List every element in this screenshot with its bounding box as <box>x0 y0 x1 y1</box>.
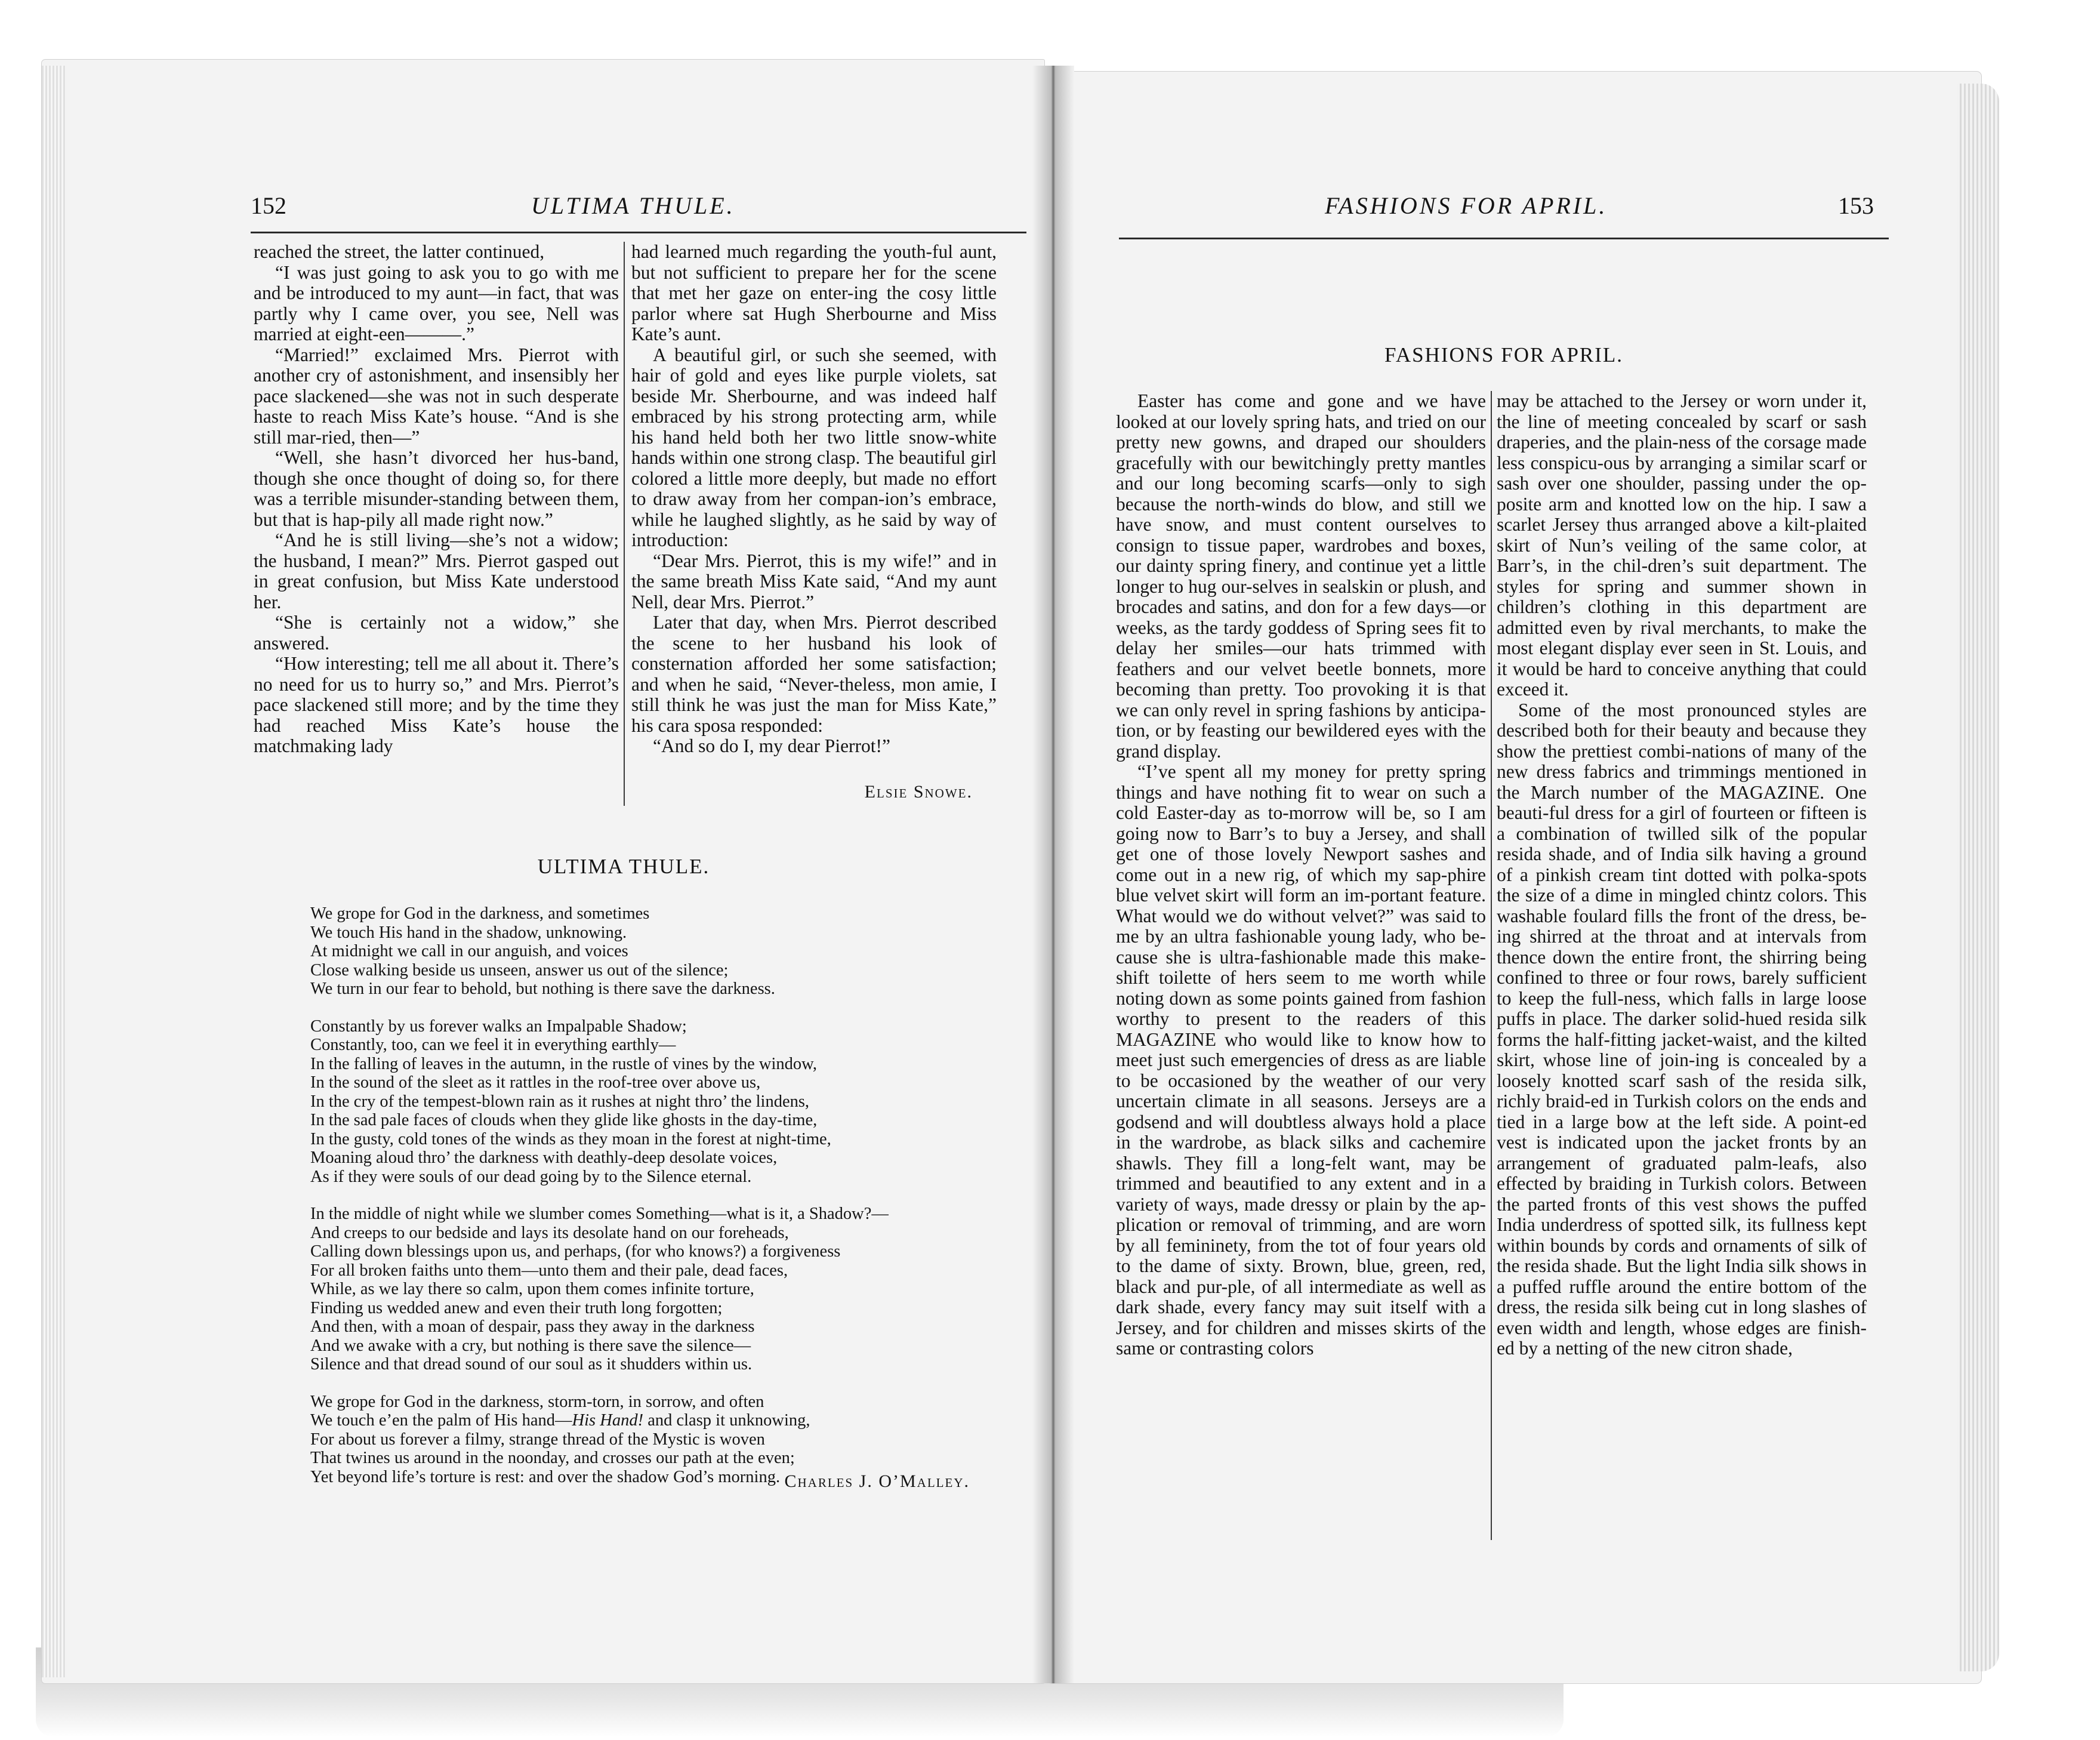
column-divider-left <box>624 242 625 806</box>
poem-line: Constantly by us forever walks an Impalpable Shadow; <box>310 1017 687 1036</box>
poem-line: In the sad pale faces of clouds when they glide like ghosts in the day-time, <box>310 1111 818 1129</box>
poem-line: We turn in our fear to behold, but nothing is there save the darkness. <box>310 980 775 998</box>
paragraph: A beautiful girl, or such she seemed, with hair of gold and eyes like purple violets, sat beside Mr. Sherbourne, and was indeed half embraced by his strong protecting arm, while his hand held both her two little snow-white hands within one strong clasp. The beautiful girl colored a little more deeply, but made no effort to draw away from her compan-ion’s embrace, while he laughed slightly, as he said by way of introduction: <box>631 344 997 550</box>
poem-line: In the middle of night while we slumber comes Something—what is it, a Shadow?— <box>310 1205 889 1223</box>
poem-body <box>310 904 985 1505</box>
article-title: FASHIONS FOR APRIL. <box>1384 343 1624 367</box>
right-page-number: 153 <box>1838 192 1874 219</box>
poem-title: ULTIMA THULE. <box>537 855 710 878</box>
story-column-1 <box>254 242 619 809</box>
paragraph: “I’ve spent all my money for pretty spring things and have nothing fit to wear on such a cold Easter-day as to-morrow will be, so I am going now to Barr’s to buy a Jersey, and shall get one of those lovely Newport sashes and come out in a new rig, of which my sap-phire blue velvet skirt will form an im-portant feature. What would we do without velvet?” was said to me by an ultra fashionable young lady, who be-cause she is ultra-fashionable made this make-shift toilette of hers seem to me worth while noting down as some points gained from fashion worthy to present to the readers of this MAGAZINE who would like to know how to meet just such emergencies of dress as are liable to be occasioned by the weather of our very uncertain climate in all seasons. Jerseys are a godsend and will doubtless always hold a place in the wardrobe, as black silks and cachemire shawls. They fill a long-felt want, may be trimmed and beautified to any extent and in a variety of ways, made dressy or plain by the ap-plication or removal of trimming, and are worn by all femininety, from the tot of four years old to the dame of sixty. Brown, blue, green, red, black and pur-ple, of all intermediate as well as dark shade, every fancy may suit itself with a Jersey, and for children and misses skirts of the same or contrasting colors <box>1116 761 1486 1359</box>
left-head-rule <box>251 232 1026 233</box>
paragraph: “Dear Mrs. Pierrot, this is my wife!” and in the same breath Miss Kate said, “And my aunt Nell, dear Mrs. Pierrot.” <box>631 550 997 612</box>
poem-line: In the falling of leaves in the autumn, in the rustle of vines by the window, <box>310 1054 818 1073</box>
poem-line: For all broken faiths unto them—unto them and their pale, dead faces, <box>310 1261 788 1280</box>
paragraph: “And so do I, my dear Pierrot!” <box>653 735 891 756</box>
poem-line: Constantly, too, can we feel it in everything earthly— <box>310 1036 676 1054</box>
poem-line: Finding us wedded anew and even their truth long forgotten; <box>310 1298 723 1317</box>
right-head-rule <box>1119 238 1889 239</box>
article-column-1 <box>1116 391 1486 1540</box>
poem-italic-phrase: His Hand! <box>572 1411 644 1430</box>
left-page-edges <box>42 66 66 1677</box>
left-running-head <box>251 188 1032 224</box>
poem-line: Calling down blessings upon us, and perhaps, (for who knows?) a forgiveness <box>310 1242 841 1261</box>
poem-line: And we awake with a cry, but nothing is there save the silence— <box>310 1336 751 1355</box>
poem-line: In the cry of the tempest-blown rain as it rushes at night thro’ the lindens, <box>310 1092 810 1111</box>
story-signature: Elsie Snowe. <box>864 782 973 802</box>
poem-line: Silence and that dread sound of our soul as it shudders within us. <box>310 1355 753 1373</box>
poem-line: In the gusty, cold tones of the winds as they moan in the forest at night-time, <box>310 1129 831 1148</box>
paragraph: may be attached to the Jersey or worn under it, the line of meeting concealed by scarf or sash draperies, and the plain-ness of the corsage made less conspicu-ous by arranging a similar scarf or sash over one shoulder, passing under the op-posite arm and knotted low on the hip. I saw a scarlet Jersey thus arranged above a kilt-plaited skirt of Nun’s veiling of the same color, at Barr’s, in the chil-dren’s suit department. The styles for spring and summer shown in children’s clothing in this department are admitted even by rival merchants, to make the most elegant display ever seen in St. Louis, and it would be hard to conceive anything that could exceed it. <box>1497 391 1867 700</box>
poem-line: In the sound of the sleet as it rattles in the roof-tree over above us, <box>310 1073 761 1092</box>
paragraph: “Married!” exclaimed Mrs. Pierrot with another cry of astonishment, and insensibly her pace slackened—she was not in such desperate haste to reach Miss Kate’s house. “And is she still mar-ried, then—” <box>254 344 619 448</box>
story-column-2 <box>631 242 997 779</box>
right-page-edges <box>1957 84 1999 1671</box>
poem-line: We grope for God in the darkness, and sometimes <box>310 904 650 923</box>
paragraph: Some of the most pronounced styles are described both for their beauty and because they show the prettiest combi-nations of many of the new dress fabrics and trimmings mentioned in the March number of the MAGAZINE. One beauti-ful dress for a girl of fourteen or fifteen is a combination of twilled silk of the popular resida shade, and of India silk having a ground of a pinkish cream tint dotted with polka-spots the size of a dime in mingled chintz colors. This washable foulard fills the front of the dress, be-ing shirred at the throat and at intervals from thence down the entire front, the shirring being confined to three or four rows, barely sufficient to keep the full-ness, which falls in large loose puffs in place. The darker solid-hued resida silk forms the half-fitting jacket-waist, and the kilted skirt, whose line of join-ing is concealed by a loosely knotted scarf sash of the resida silk, richly braid-ed in Turkish colors on the ends and tied in a large bow at the left side. A point-ed vest is indicated upon the jacket fronts by an arrangement of graduated palm-leafs, also effected by braiding in Turkish colors. Between the parted fronts of this vest shows the puffed India underdress of spotted silk, its fullness kept within bounds by cords and ornaments of silk of the resida shade. But the light India silk shows in a puffed ruffle around the entire bottom of the dress, the resida silk being cut in long slashes of even width and length, whose edges are finish-ed by a netting of the new citron shade, <box>1497 699 1867 1359</box>
poem-line: We touch His hand in the shadow, unknowing. <box>310 923 627 942</box>
poem-line: We grope for God in the darkness, storm-torn, in sorrow, and often <box>310 1392 764 1411</box>
poem-line: That twines us around in the noonday, and crosses our path at the even; <box>310 1449 795 1467</box>
article-column-2 <box>1497 391 1867 1540</box>
poem-line: And creeps to our bedside and lays its desolate hand on our foreheads, <box>310 1223 789 1242</box>
paragraph: “And he is still living—she’s not a widow; the husband, I mean?” Mrs. Pierrot gasped out in great confusion, but Miss Kate understood her. <box>254 529 619 612</box>
paragraph: had learned much regarding the youth-ful aunt, but not sufficient to prepare her for the scene that met her gaze on enter-ing the cosy little parlor where sat Hugh Sherbourne and Miss Kate’s aunt. <box>631 242 997 344</box>
column-divider-right <box>1491 391 1492 1540</box>
left-page-number: 152 <box>251 192 286 219</box>
left-running-title: ULTIMA THULE. <box>531 192 735 219</box>
poem-line: At midnight we call in our anguish, and voices <box>310 942 628 960</box>
book-gutter <box>1032 66 1074 1683</box>
poem-signature: Charles J. O’Malley. <box>784 1471 970 1491</box>
paragraph: “How interesting; tell me all about it. There’s no need for us to hurry so,” and Mrs. Pierrot’s pace slackened still more; and by the time they had reached Miss Kate’s house the matchmaking lady <box>254 653 619 756</box>
paragraph: Later that day, when Mrs. Pierrot described the scene to her husband his look of consternation afforded her some satisfaction; and when he said, “Never-theless, mon amie, I still think he was just the man for Miss Kate,” his cara sposa responded: <box>631 612 997 736</box>
paragraph: “I was just going to ask you to go with me and be introduced to my aunt—in fact, that was partly why I came over, you see, Nell was married at eight-een———.” <box>254 261 619 344</box>
paragraph: “Well, she hasn’t divorced her hus-band, though she once thought of doing so, for there was a terrible misunder-standing between them, but that is hap-pily all made right now.” <box>254 447 619 530</box>
poem-line: While, as we lay there so calm, upon them comes infinite torture, <box>310 1280 754 1298</box>
poem-stanza <box>310 1017 985 1187</box>
paragraph: “She is certainly not a widow,” she answered. <box>254 612 619 654</box>
right-running-head <box>1122 188 1910 224</box>
poem-line: And then, with a moan of despair, pass they away in the darkness <box>310 1317 755 1336</box>
poem-line: Moaning aloud thro’ the darkness with deathly-deep desolate voices, <box>310 1148 778 1167</box>
paragraph: Easter has come and gone and we have looked at our lovely spring hats, and tried on our pretty new gowns, and draped our shoulders gracefully with our bewitchingly pretty mantles and our long becoming scarfs—only to sigh because the north-winds do blow, and still we have snow, and must content ourselves to consign to tissue paper, wardrobes and boxes, our dainty spring finery, and continue yet a little longer to hug our-selves in sealskin or plush, and brocades and satins, and don for a few days—or weeks, as the tardy goddess of Spring sees fit to delay her smiles—our hats trimmed with feathers and our velvet beetle bonnets, more becoming than pretty. Too provoking it is that we can only revel in spring fashions by anticipa-tion, or by feasting our bewildered eyes with the grand display. <box>1116 391 1486 762</box>
poem-line: We touch e’en the palm of His hand—His Hand! and clasp it unknowing, <box>310 1411 810 1430</box>
poem-line: For about us forever a filmy, strange thread of the Mystic is woven <box>310 1430 765 1449</box>
poem-stanza <box>310 1205 985 1374</box>
poem-stanza <box>310 904 985 999</box>
right-running-title: FASHIONS FOR APRIL. <box>1325 192 1608 219</box>
poem-line: Close walking beside us unseen, answer us out of the silence; <box>310 960 729 980</box>
poem-line: As if they were souls of our dead going by to the Silence eternal. <box>310 1167 752 1186</box>
paragraph: reached the street, the latter continued, <box>254 242 545 262</box>
poem-line: Yet beyond life’s torture is rest: and over the shadow God’s morning. <box>310 1467 781 1486</box>
